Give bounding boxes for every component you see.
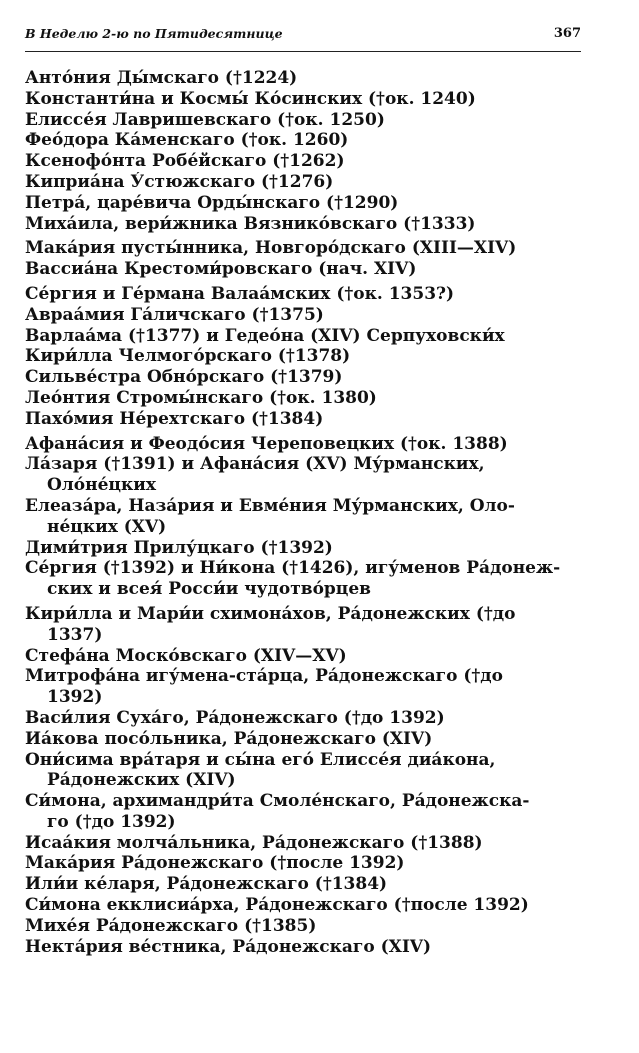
list-item-continuation: Оло́не́цких xyxy=(47,475,156,496)
list-item-continuation: 1337) xyxy=(47,624,103,645)
list-item: Си́мона екклисиа́рха, Ра́донежскаго (†после 1392) xyxy=(25,895,529,916)
list-item: Стефа́на Моско́вскаго (XIV—XV) xyxy=(25,645,347,666)
list-item: Васи́лия Суха́го, Ра́донежскаго (†до 1392) xyxy=(25,707,445,728)
list-item: Вассиа́на Крестоми́ровскаго (нач. XIV) xyxy=(25,259,417,280)
list-item: Се́ргия (†1392) и Ни́кона (†1426), игу́менов Ра́донеж- xyxy=(25,558,561,579)
running-head: В Неделю 2-ю по Пятидесятнице xyxy=(25,26,283,41)
list-item-continuation: не́цких (XV) xyxy=(47,516,167,537)
page-header xyxy=(25,26,581,46)
list-item: Пахо́мия Не́рехтскаго (†1384) xyxy=(25,408,324,429)
list-item: Елиссе́я Лавришевскаго (†ок. 1250) xyxy=(25,109,385,130)
list-item: Елеаза́ра, Наза́рия и Евме́ния Му́рманских, Оло- xyxy=(25,495,515,516)
list-item: Кири́лла Челмого́рскаго (†1378) xyxy=(25,346,351,367)
header-rule xyxy=(25,51,581,52)
list-item: Сильве́стра Обно́рскаго (†1379) xyxy=(25,367,343,388)
list-item: Они́сима вра́таря и сы́на его́ Елиссе́я диа́кона, xyxy=(25,749,496,770)
list-item: Мака́рия Ра́донежскаго (†после 1392) xyxy=(25,853,405,874)
list-item: Варлаа́ма (†1377) и Гедео́на (XIV) Серпуховски́х xyxy=(25,325,505,346)
list-item: Митрофа́на игу́мена-ста́рца, Ра́донежскаго (†до xyxy=(25,666,503,687)
list-item: Анто́ния Ды́мскаго (†1224) xyxy=(25,68,298,88)
list-item: Се́ргия и Ге́рмана Валаа́мских (†ок. 1353?) xyxy=(25,283,455,304)
list-item: Фео́дора Ка́менскаго (†ок. 1260) xyxy=(25,130,349,151)
list-item-continuation: Ра́донежских (XIV) xyxy=(47,770,236,791)
list-item: Афана́сия и Феодо́сия Череповецких (†ок. 1388) xyxy=(25,433,508,454)
list-item: Мака́рия пусты́нника, Новгоро́дскаго (XIII—XIV) xyxy=(25,238,517,259)
list-item: Миха́ила, вери́жника Вязнико́вскаго (†1333) xyxy=(25,213,476,234)
list-item: Авраа́мия Га́личскаго (†1375) xyxy=(25,304,324,325)
list-item: Лео́нтия Стромы́нскаго (†ок. 1380) xyxy=(25,387,377,408)
list-item: Исаа́кия молча́льника, Ра́донежскаго (†1388) xyxy=(25,832,483,853)
list-item: Киприа́на У́стюжскаго (†1276) xyxy=(25,171,334,192)
saints-list xyxy=(25,68,581,957)
list-item-continuation: 1392) xyxy=(47,687,103,708)
page-number: 367 xyxy=(553,26,581,41)
list-item: Ксенофо́нта Робе́йскаго (†1262) xyxy=(25,151,345,172)
list-item: Константи́на и Космы́ Ко́синских (†ок. 1240) xyxy=(25,88,476,109)
list-item: Михе́я Ра́донежскаго (†1385) xyxy=(25,915,317,936)
list-item-continuation: ских и всея́ Росси́и чудотво́рцев xyxy=(47,579,371,600)
list-item: Иа́кова посо́льника, Ра́донежскаго (XIV) xyxy=(25,728,433,749)
list-item-continuation: го (†до 1392) xyxy=(47,811,176,832)
list-item: Ла́заря (†1391) и Афана́сия (XV) Му́рманских, xyxy=(25,454,485,475)
list-item: Петра́, царе́вича Орды́нскаго (†1290) xyxy=(25,192,399,213)
list-item: Дими́трия Прилу́цкаго (†1392) xyxy=(25,537,333,558)
list-item: Некта́рия ве́стника, Ра́донежскаго (XIV) xyxy=(25,936,431,957)
list-item: Си́мона, архимандри́та Смоле́нскаго, Ра́донежска- xyxy=(25,791,530,812)
list-item: Кири́лла и Мари́и схимона́хов, Ра́донежских (†до xyxy=(25,603,516,624)
list-item: Или́и ке́ларя, Ра́донежскаго (†1384) xyxy=(25,874,388,895)
